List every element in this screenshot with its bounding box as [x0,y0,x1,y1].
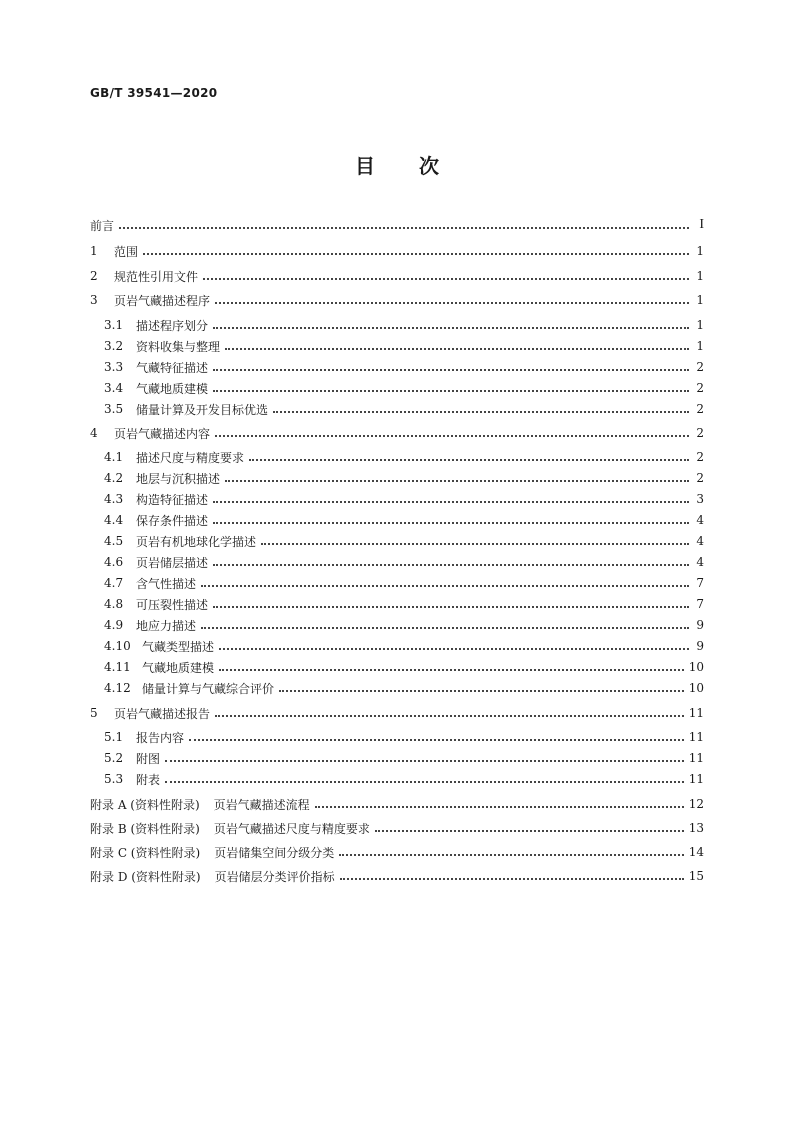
toc-page: 2 [696,381,704,395]
toc-page: 15 [688,869,704,883]
toc-entry-appendix-b[interactable] [90,819,704,837]
toc-entry-appendix-c[interactable] [90,843,704,861]
toc-label: 储量计算及开发目标优选 [136,402,269,417]
toc-number: 3.5 [104,402,124,416]
dot-leader [315,805,684,808]
toc-label: 地层与沉积描述 [136,471,221,486]
toc-label: 规范性引用文件 [114,269,199,284]
toc-page: 1 [696,318,704,332]
toc-number: 4 [90,426,98,440]
dot-leader [219,668,684,671]
toc-label: 附图 [136,751,161,766]
toc-entry-5-1[interactable] [90,728,704,746]
toc-label: 气藏类型描述 [142,639,215,654]
toc-page: 14 [688,845,704,859]
toc-label: 页岩储层分类评价指标 [214,869,335,884]
toc-page: 11 [688,706,704,720]
toc-entry-4-1[interactable] [90,448,704,466]
toc-label: 页岩有机地球化学描述 [136,534,257,549]
dot-leader [119,226,689,229]
dot-leader [213,500,689,503]
toc-number: 4.11 [104,660,131,674]
toc-entry-3-2[interactable] [90,337,704,355]
page-title [0,150,794,179]
toc-entry-4-9[interactable] [90,616,704,634]
toc-entry-2[interactable] [90,267,704,285]
appendix-code: 附录 C (资料性附录) [90,845,201,860]
toc-entry-4-11[interactable] [90,658,704,676]
toc-label: 范围 [114,244,139,259]
toc-number: 1 [90,244,98,258]
dot-leader [261,542,689,545]
toc-number: 3.3 [104,360,124,374]
toc-number: 4.8 [104,597,124,611]
toc-entry-3-5[interactable] [90,400,704,418]
toc-page: 7 [696,597,704,611]
dot-leader [339,853,684,856]
dot-leader [215,301,689,304]
dot-leader [249,458,689,461]
toc-entry-3-4[interactable] [90,379,704,397]
toc-entry-4-7[interactable] [90,574,704,592]
dot-leader [215,714,684,717]
toc-label: 前言 [90,218,115,233]
toc-number: 4.4 [104,513,124,527]
toc-page: 12 [688,797,704,811]
toc-label: 描述程序划分 [136,318,209,333]
toc-entry-3-1[interactable] [90,316,704,334]
toc-label: 报告内容 [136,730,185,745]
toc-number: 5 [90,706,98,720]
toc-page: 2 [696,360,704,374]
toc-number: 3.2 [104,339,124,353]
dot-leader [165,780,684,783]
toc-entry-4-6[interactable] [90,553,704,571]
dot-leader [213,368,689,371]
toc-page: 9 [696,618,704,632]
toc-label: 地应力描述 [136,618,197,633]
toc-page: 2 [696,450,704,464]
dot-leader [213,389,689,392]
toc-page: 2 [696,402,704,416]
toc-number: 2 [90,269,98,283]
appendix-code: 附录 D (资料性附录) [90,869,201,884]
dot-leader [201,626,689,629]
toc-number: 3.1 [104,318,124,332]
toc-entry-appendix-a[interactable] [90,795,704,813]
toc-number: 4.2 [104,471,124,485]
toc-label: 气藏地质建模 [136,381,209,396]
toc-page: 2 [696,426,704,440]
dot-leader [225,347,689,350]
toc-label: 页岩气藏描述报告 [114,706,211,721]
toc-entry-foreword[interactable] [90,216,704,234]
toc-entry-appendix-d[interactable] [90,867,704,885]
toc-entry-4-2[interactable] [90,469,704,487]
toc-number: 4.5 [104,534,124,548]
toc-label: 可压裂性描述 [136,597,209,612]
dot-leader [215,434,689,437]
title-part2: 次 [419,154,439,178]
toc-entry-5-2[interactable] [90,749,704,767]
toc-label: 描述尺度与精度要求 [136,450,245,465]
toc-label: 气藏特征描述 [136,360,209,375]
toc-page: I [699,217,704,232]
toc-page: 10 [688,681,704,695]
dot-leader [143,252,689,255]
toc-label: 页岩气藏描述流程 [213,797,310,812]
dot-leader [375,829,684,832]
toc-number: 4.1 [104,450,124,464]
toc-label: 页岩气藏描述尺度与精度要求 [213,821,370,836]
toc-page: 9 [696,639,704,653]
toc-page: 3 [696,492,704,506]
dot-leader [213,521,689,524]
toc-entry-3[interactable] [90,291,704,309]
toc-label: 气藏地质建模 [142,660,215,675]
dot-leader [201,584,689,587]
toc-entry-1[interactable] [90,242,704,260]
appendix-code: 附录 B (资料性附录) [90,821,200,836]
toc-page: 10 [688,660,704,674]
toc-page: 11 [688,772,704,786]
dot-leader [213,563,689,566]
dot-leader [273,410,689,413]
toc-label: 保存条件描述 [136,513,209,528]
toc-label: 页岩储层描述 [136,555,209,570]
toc-label: 含气性描述 [136,576,197,591]
toc-label: 页岩气藏描述程序 [114,293,211,308]
toc-label: 资料收集与整理 [136,339,221,354]
toc-page: 1 [696,269,704,283]
toc-page: 7 [696,576,704,590]
dot-leader [165,759,684,762]
toc-page: 4 [696,555,704,569]
toc-label: 构造特征描述 [136,492,209,507]
toc-number: 5.1 [104,730,124,744]
toc-entry-4-4[interactable] [90,511,704,529]
toc-label: 附表 [136,772,161,787]
dot-leader [213,326,689,329]
toc-entry-4-5[interactable] [90,532,704,550]
toc-number: 4.9 [104,618,124,632]
toc-label: 页岩气藏描述内容 [114,426,211,441]
dot-leader [213,605,689,608]
toc-entry-3-3[interactable] [90,358,704,376]
toc-entry-4-12[interactable] [90,679,704,697]
toc-number: 3.4 [104,381,124,395]
toc-page: 4 [696,513,704,527]
appendix-code: 附录 A (资料性附录) [90,797,200,812]
toc-label: 储量计算与气藏综合评价 [142,681,275,696]
toc-number: 5.2 [104,751,124,765]
dot-leader [225,479,689,482]
toc-entry-5-3[interactable] [90,770,704,788]
toc-number: 4.12 [104,681,131,695]
toc-entry-4[interactable] [90,424,704,442]
toc-number: 4.3 [104,492,124,506]
toc-page: 1 [696,339,704,353]
toc-entry-5[interactable] [90,704,704,722]
toc-entry-4-8[interactable] [90,595,704,613]
toc-page: 11 [688,751,704,765]
toc-page: 2 [696,471,704,485]
dot-leader [203,277,689,280]
toc-page: 4 [696,534,704,548]
toc-number: 4.6 [104,555,124,569]
dot-leader [219,647,689,650]
toc-page: 1 [696,244,704,258]
toc-page: 1 [696,293,704,307]
dot-leader [340,877,684,880]
toc-number: 5.3 [104,772,124,786]
title-part1: 目 [355,154,375,178]
toc-page: 13 [688,821,704,835]
toc-label: 页岩储集空间分级分类 [214,845,335,860]
dot-leader [279,689,684,692]
toc-entry-4-10[interactable] [90,637,704,655]
toc-number: 3 [90,293,98,307]
toc-number: 4.7 [104,576,124,590]
toc-page: 11 [688,730,704,744]
dot-leader [189,738,684,741]
toc-number: 4.10 [104,639,131,653]
standard-code: GB/T 39541—2020 [90,86,218,100]
toc-entry-4-3[interactable] [90,490,704,508]
